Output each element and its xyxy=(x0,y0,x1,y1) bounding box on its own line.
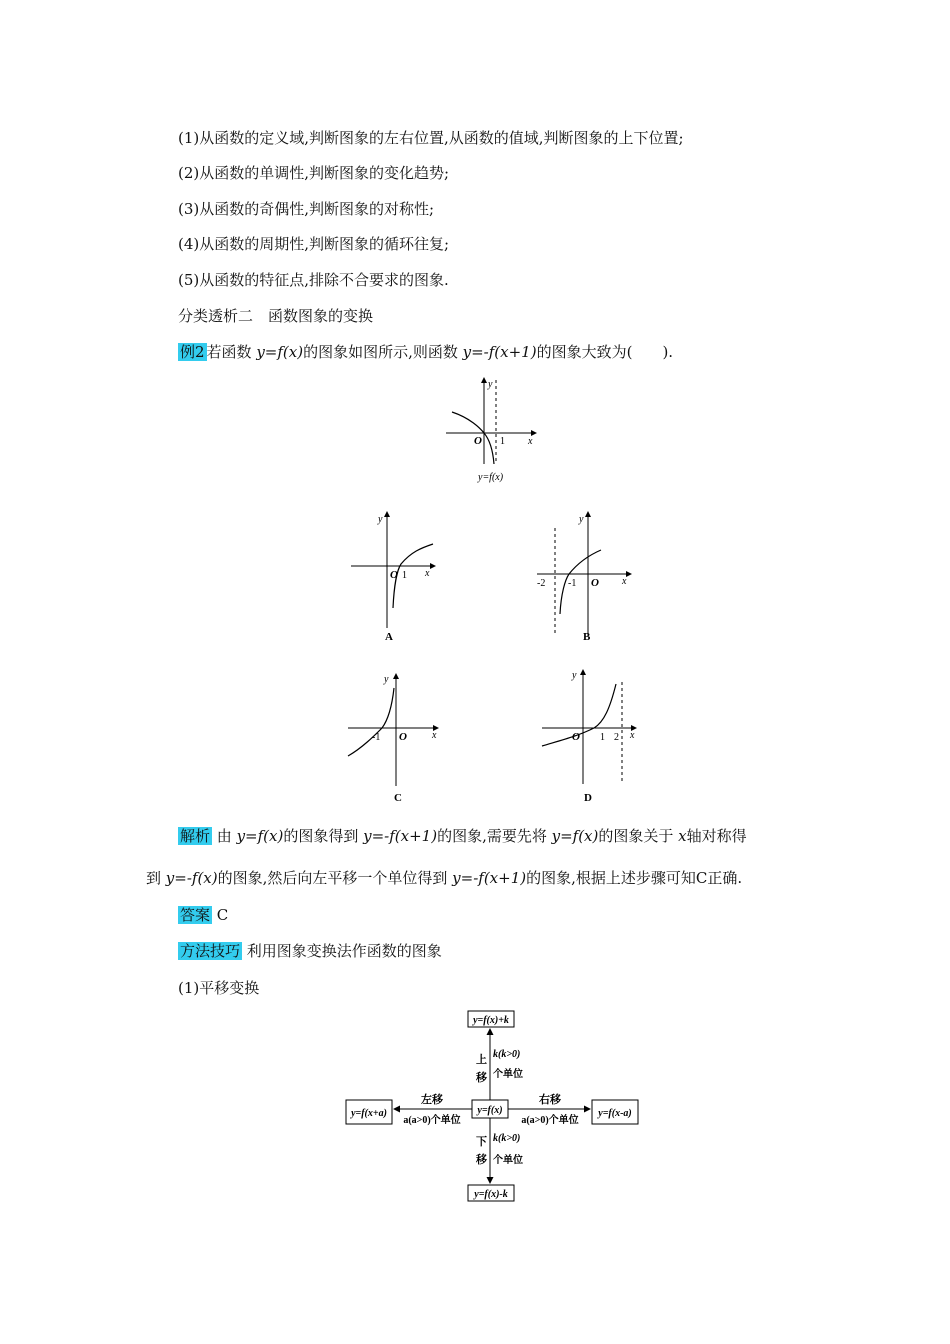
option-d-letter: D xyxy=(584,792,592,804)
analysis-text: 的图象关于 xyxy=(598,827,679,845)
main-caption: y=f(x) xyxy=(478,472,504,483)
option-c-letter: C xyxy=(394,792,402,804)
option-b-y-label: y xyxy=(579,514,584,525)
option-a-tick-1: 1 xyxy=(402,570,407,581)
option-c-origin: O xyxy=(399,731,407,743)
example-tag: 例2 xyxy=(180,343,205,361)
analysis-text: 到 xyxy=(146,869,166,887)
up-label-2: 移 xyxy=(476,1072,487,1084)
option-d-x-label: x xyxy=(630,730,635,741)
analysis-formula: y=f(x) xyxy=(551,827,599,845)
option-b-letter: B xyxy=(583,631,591,643)
method-line xyxy=(178,941,442,961)
answer-tag: 答案 xyxy=(180,906,211,924)
box-up-text: y=f(x)+k xyxy=(473,1015,509,1026)
option-b-tick-1: -2 xyxy=(537,578,546,589)
main-y-label: y xyxy=(488,379,493,390)
box-down-text: y=f(x)-k xyxy=(474,1189,508,1200)
translation-diagram xyxy=(340,1005,642,1205)
analysis-formula: y=-f(x+1) xyxy=(363,827,438,845)
list-item-5: (5)从函数的特征点,排除不合要求的图象. xyxy=(178,271,449,289)
main-tick-label: 1 xyxy=(500,436,505,447)
down-cond: k(k>0) xyxy=(493,1133,521,1144)
box-center-text: y=f(x) xyxy=(477,1105,503,1116)
answer-line xyxy=(178,905,228,925)
option-a-y-label: y xyxy=(378,514,383,525)
up-label-1: 上 xyxy=(476,1054,487,1066)
down-label-1: 下 xyxy=(476,1136,487,1148)
analysis-formula: y=-f(x) xyxy=(165,869,218,887)
option-d-y-label: y xyxy=(572,670,577,681)
section-title: 分类透析二 函数图象的变换 xyxy=(178,307,374,325)
list-item-2: (2)从函数的单调性,判断图象的变化趋势; xyxy=(178,164,450,182)
main-origin-label: O xyxy=(474,435,482,447)
option-c-y-label: y xyxy=(384,674,389,685)
analysis-text: 的图象,需要先将 xyxy=(437,827,552,845)
example-text-2: 的图象如图所示,则函数 xyxy=(303,343,463,361)
analysis-formula: x xyxy=(678,827,687,845)
up-cond: k(k>0) xyxy=(493,1049,521,1060)
main-curve xyxy=(452,412,494,464)
option-b-tick-2: -1 xyxy=(568,578,577,589)
sub-heading-translation: (1)平移变换 xyxy=(178,979,260,997)
example-question xyxy=(178,342,673,362)
list-item-1: (1)从函数的定义域,判断图象的左右位置,从函数的值域,判断图象的上下位置; xyxy=(178,129,684,147)
example-text-1: 若函数 xyxy=(206,343,257,361)
analysis-text: 的图象得到 xyxy=(283,827,364,845)
answer-value: C xyxy=(216,906,229,924)
list-item-4: (4)从函数的周期性,判断图象的循环往复; xyxy=(178,235,450,253)
box-right-text: y=f(x-a) xyxy=(598,1108,632,1119)
analysis-formula: y=-f(x+1) xyxy=(452,869,527,887)
option-a-graph xyxy=(345,508,445,643)
analysis-text: 由 xyxy=(212,827,237,845)
main-graph xyxy=(440,372,550,487)
right-cond: a(a>0)个单位 xyxy=(521,1115,579,1126)
analysis-text: 的图象,根据上述步骤可知C正确. xyxy=(526,869,743,887)
analysis-tag: 解析 xyxy=(180,827,211,845)
left-label: 左移 xyxy=(421,1094,443,1106)
option-b-graph xyxy=(533,508,638,643)
analysis-line-1 xyxy=(178,826,747,846)
example-text-3: 的图象大致为( ). xyxy=(536,343,674,361)
option-c-x-label: x xyxy=(432,730,437,741)
list-item-3: (3)从函数的奇偶性,判断图象的对称性; xyxy=(178,200,435,218)
left-cond: a(a>0)个单位 xyxy=(403,1115,461,1126)
option-a-letter: A xyxy=(385,631,393,643)
right-label: 右移 xyxy=(539,1094,561,1106)
option-a-x-label: x xyxy=(425,568,430,579)
analysis-line-2 xyxy=(146,868,742,888)
main-x-label: x xyxy=(528,436,533,447)
down-label-2: 移 xyxy=(476,1154,487,1166)
method-text: 利用图象变换法作函数的图象 xyxy=(246,942,442,960)
method-tag: 方法技巧 xyxy=(180,942,241,960)
example-formula-1: y=f(x) xyxy=(256,343,304,361)
up-unit: 个单位 xyxy=(493,1069,523,1080)
option-b-origin: O xyxy=(591,577,599,589)
analysis-formula: y=f(x) xyxy=(236,827,284,845)
option-c-graph xyxy=(342,670,444,805)
option-d-origin: O xyxy=(572,731,580,743)
option-d-tick-2: 2 xyxy=(614,732,619,743)
option-d-tick-1: 1 xyxy=(600,732,605,743)
option-c-tick-1: -1 xyxy=(372,732,381,743)
option-b-x-label: x xyxy=(622,576,627,587)
option-c-curve xyxy=(348,688,394,756)
option-a-origin: O xyxy=(390,569,398,581)
analysis-text: 轴对称得 xyxy=(686,827,747,845)
down-unit: 个单位 xyxy=(493,1155,523,1166)
analysis-text: 的图象,然后向左平移一个单位得到 xyxy=(217,869,453,887)
example-formula-2: y=-f(x+1) xyxy=(462,343,537,361)
option-d-graph xyxy=(538,666,640,805)
box-left-text: y=f(x+a) xyxy=(351,1108,387,1119)
